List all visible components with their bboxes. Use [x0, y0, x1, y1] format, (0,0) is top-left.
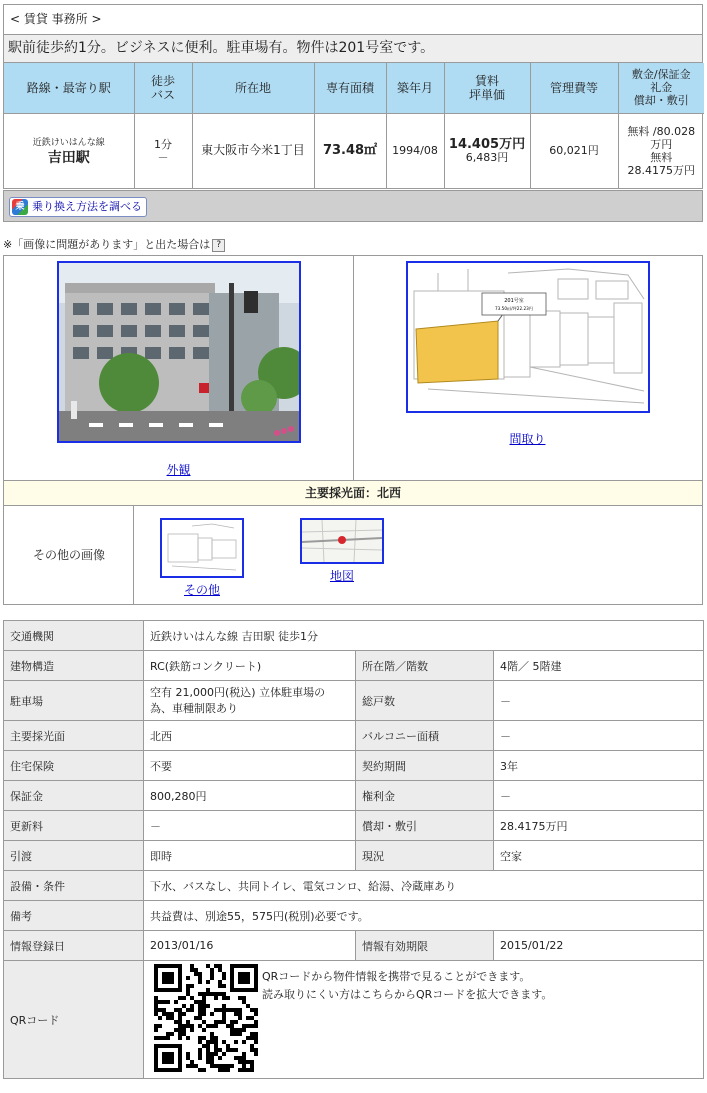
qr-cell — [144, 961, 704, 1079]
cell-built: 1994/08 — [386, 113, 444, 188]
table-row — [4, 621, 704, 651]
structure-value: RC(鉄筋コンクリート) — [144, 651, 356, 681]
light-label: 主要採光面 — [4, 721, 144, 751]
floor-value: 4階／ 5階建 — [494, 651, 704, 681]
contract-value: 3年 — [494, 751, 704, 781]
table-row — [4, 841, 704, 871]
header-built: 築年月 — [386, 63, 444, 113]
help-icon[interactable]: ? — [212, 239, 225, 252]
header-deposit: 敷金/保証金 礼金 償却・敷引 — [618, 63, 704, 113]
handover-label: 引渡 — [4, 841, 144, 871]
map-thumbnail-drawing — [302, 520, 382, 562]
registered-value: 2013/01/16 — [144, 931, 356, 961]
floor-label: 所在階／階数 — [356, 651, 494, 681]
image-gallery — [3, 255, 703, 605]
deposit-value: 800,280円 — [144, 781, 356, 811]
key-money-label: 権利金 — [356, 781, 494, 811]
units-label: 総戸数 — [356, 681, 494, 721]
floorplan-mark-sub: 73.50㎡/坪22.23円 — [495, 306, 533, 311]
header-area: 専有面積 — [314, 63, 386, 113]
line-name: 近鉄けいはんな線 — [32, 137, 105, 148]
route-search-button[interactable] — [9, 197, 147, 217]
table-row — [4, 931, 704, 961]
header-rent: 賃料 坪単価 — [444, 63, 530, 113]
other-thumbnail-drawing — [162, 520, 242, 576]
exterior-photo[interactable] — [57, 261, 301, 443]
units-value: － — [494, 681, 704, 721]
summary-table — [4, 63, 704, 188]
train-route-icon: 乗 — [12, 199, 28, 215]
insurance-value: 不要 — [144, 751, 356, 781]
balcony-label: バルコニー面積 — [356, 721, 494, 751]
image-notice: ※「画像に問題があります」と出た場合は ? — [3, 236, 225, 252]
renewal-value: － — [144, 811, 356, 841]
amortization-value: 28.4175万円 — [494, 811, 704, 841]
cell-deposit: 無料 /80.028 万円 無料 28.4175万円 — [618, 113, 704, 188]
key-money-value: － — [494, 781, 704, 811]
insurance-label: 住宅保険 — [4, 751, 144, 781]
table-row — [4, 871, 704, 901]
table-row — [4, 721, 704, 751]
floorplan-image[interactable] — [406, 261, 650, 413]
route-search-bar — [3, 190, 703, 222]
header-walk: 徒歩 バス — [134, 63, 192, 113]
other-image-thumbnail[interactable] — [160, 518, 244, 578]
header-management-fee: 管理費等 — [530, 63, 618, 113]
handover-value: 即時 — [144, 841, 356, 871]
cell-management-fee: 60,021円 — [530, 113, 618, 188]
structure-label: 建物構造 — [4, 651, 144, 681]
equipment-label: 設備・条件 — [4, 871, 144, 901]
header-address: 所在地 — [192, 63, 314, 113]
cell-walk: 1分 － — [134, 113, 192, 188]
balcony-value: － — [494, 721, 704, 751]
floorplan-link[interactable]: 間取り — [509, 432, 546, 446]
renewal-label: 更新料 — [4, 811, 144, 841]
equipment-value: 下水、バスなし、共同トイレ、電気コンロ、給湯、冷蔵庫あり — [144, 871, 704, 901]
qr-label: QRコード — [4, 961, 144, 1079]
floorplan-drawing — [408, 263, 648, 411]
catch-copy: 駅前徒歩約1分。ビジネスに便利。駐車場有。物件は201号室です。 — [4, 35, 702, 63]
remarks-label: 備考 — [4, 901, 144, 931]
property-details-table — [3, 620, 704, 1079]
status-value: 空家 — [494, 841, 704, 871]
map-thumbnail[interactable] — [300, 518, 384, 564]
building-photo-image — [59, 263, 299, 441]
deposit-label: 保証金 — [4, 781, 144, 811]
light-value: 北西 — [144, 721, 356, 751]
cell-rent: 14.405万円 6,483円 — [444, 113, 530, 188]
exterior-link[interactable]: 外観 — [166, 463, 191, 477]
qr-text-line: QRコードから物件情報を携帯で見ることができます。 — [262, 969, 531, 983]
header-route: 路線・最寄り駅 — [4, 63, 134, 113]
cell-route — [4, 113, 134, 188]
station-name: 吉田駅 — [47, 149, 90, 166]
transport-value: 近鉄けいはんな線 吉田駅 徒歩1分 — [144, 621, 704, 651]
registered-label: 情報登録日 — [4, 931, 144, 961]
main-light-direction: 主要採光面：北西 — [4, 480, 702, 506]
table-row — [4, 901, 704, 931]
qr-code[interactable] — [154, 964, 258, 1072]
table-row — [4, 681, 704, 721]
table-row — [4, 961, 704, 1079]
table-row — [4, 811, 704, 841]
qr-zoom-text: 読み取りにくい方はこちらからQRコードを拡大できます。 — [262, 987, 553, 1001]
category-label: < 賃貸 事務所 > — [4, 5, 702, 35]
cell-address: 東大阪市今米1丁目 — [192, 113, 314, 188]
cell-area: 73.48㎡ — [314, 113, 386, 188]
transport-label: 交通機関 — [4, 621, 144, 651]
status-label: 現況 — [356, 841, 494, 871]
other-image-link[interactable]: その他 — [183, 583, 220, 597]
table-row — [4, 651, 704, 681]
floorplan-mark-title: 201号室 — [504, 298, 524, 304]
table-row — [4, 751, 704, 781]
parking-value: 空有 21,000円(税込) 立体駐車場の 為、車種制限あり — [144, 681, 356, 721]
other-images-label: その他の画像 — [32, 548, 105, 562]
amortization-label: 償却・敷引 — [356, 811, 494, 841]
table-row — [4, 781, 704, 811]
map-link[interactable]: 地図 — [329, 569, 354, 583]
parking-label: 駐車場 — [4, 681, 144, 721]
valid-until-value: 2015/01/22 — [494, 931, 704, 961]
contract-label: 契約期間 — [356, 751, 494, 781]
route-search-label: 乗り換え方法を調べる — [32, 200, 142, 213]
remarks-value: 共益費は、別途55，575円(税別)必要です。 — [144, 901, 704, 931]
valid-until-label: 情報有効期限 — [356, 931, 494, 961]
property-summary — [3, 4, 703, 189]
